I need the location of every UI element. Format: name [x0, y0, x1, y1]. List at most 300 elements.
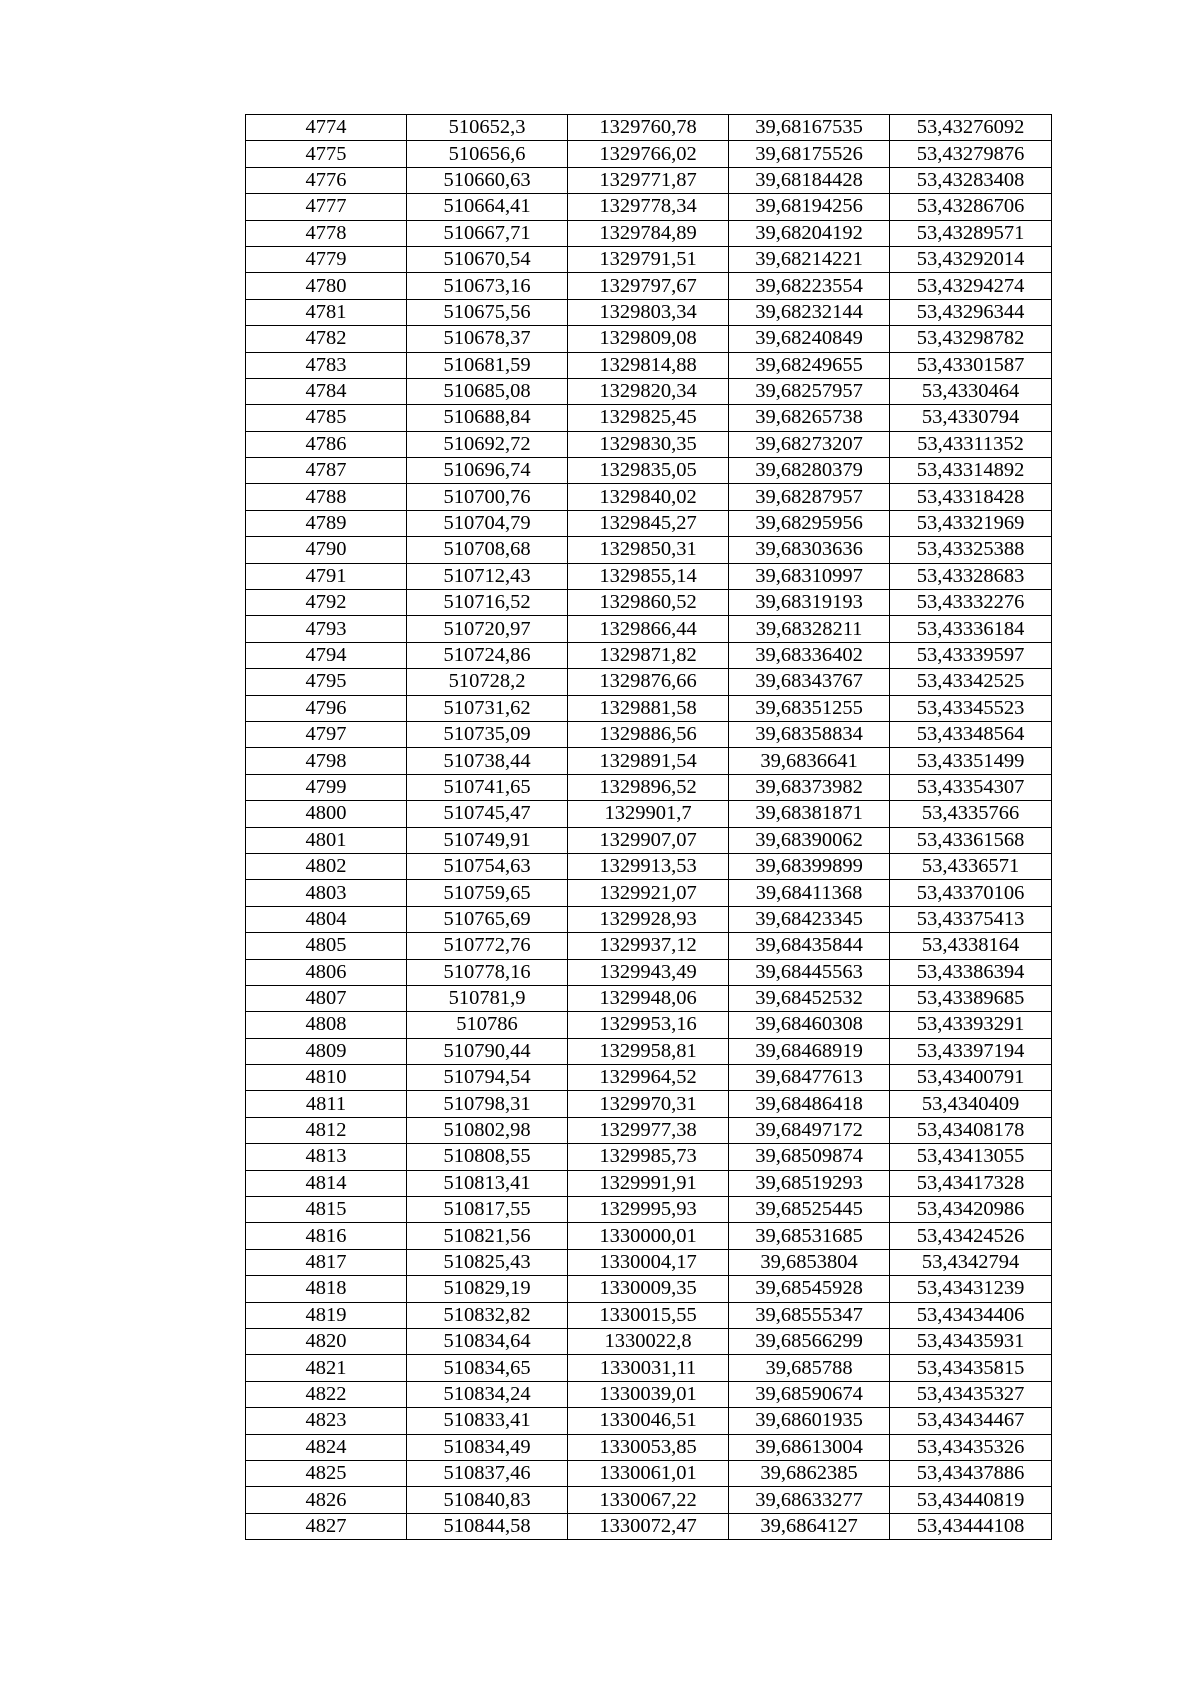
point-number-cell: 4792 — [246, 590, 407, 616]
longitude-cell: 39,68411368 — [729, 880, 890, 906]
point-number-cell: 4807 — [246, 985, 407, 1011]
latitude-cell: 53,43298782 — [890, 326, 1052, 352]
table-row — [246, 616, 1052, 642]
x-coordinate-cell: 510825,43 — [407, 1249, 568, 1275]
latitude-cell: 53,43332276 — [890, 590, 1052, 616]
longitude-cell: 39,68280379 — [729, 458, 890, 484]
latitude-cell: 53,4342794 — [890, 1249, 1052, 1275]
latitude-cell: 53,43400791 — [890, 1065, 1052, 1091]
table-row — [246, 141, 1052, 167]
point-number-cell: 4815 — [246, 1197, 407, 1223]
x-coordinate-cell: 510844,58 — [407, 1513, 568, 1539]
point-number-cell: 4802 — [246, 853, 407, 879]
x-coordinate-cell: 510834,24 — [407, 1381, 568, 1407]
x-coordinate-cell: 510652,3 — [407, 115, 568, 141]
latitude-cell: 53,43325388 — [890, 537, 1052, 563]
point-number-cell: 4800 — [246, 801, 407, 827]
longitude-cell: 39,6836641 — [729, 748, 890, 774]
point-number-cell: 4806 — [246, 959, 407, 985]
latitude-cell: 53,43339597 — [890, 642, 1052, 668]
point-number-cell: 4809 — [246, 1038, 407, 1064]
x-coordinate-cell: 510708,68 — [407, 537, 568, 563]
point-number-cell: 4826 — [246, 1487, 407, 1513]
point-number-cell: 4780 — [246, 273, 407, 299]
latitude-cell: 53,43389685 — [890, 985, 1052, 1011]
table-row — [246, 985, 1052, 1011]
y-coordinate-cell: 1329771,87 — [568, 167, 729, 193]
point-number-cell: 4790 — [246, 537, 407, 563]
point-number-cell: 4814 — [246, 1170, 407, 1196]
x-coordinate-cell: 510696,74 — [407, 458, 568, 484]
latitude-cell: 53,4336571 — [890, 853, 1052, 879]
table-row — [246, 1012, 1052, 1038]
x-coordinate-cell: 510741,65 — [407, 774, 568, 800]
latitude-cell: 53,43311352 — [890, 431, 1052, 457]
point-number-cell: 4794 — [246, 642, 407, 668]
x-coordinate-cell: 510781,9 — [407, 985, 568, 1011]
longitude-cell: 39,6864127 — [729, 1513, 890, 1539]
longitude-cell: 39,68336402 — [729, 642, 890, 668]
y-coordinate-cell: 1329948,06 — [568, 985, 729, 1011]
y-coordinate-cell: 1329953,16 — [568, 1012, 729, 1038]
longitude-cell: 39,68240849 — [729, 326, 890, 352]
point-number-cell: 4811 — [246, 1091, 407, 1117]
longitude-cell: 39,685788 — [729, 1355, 890, 1381]
latitude-cell: 53,43444108 — [890, 1513, 1052, 1539]
table-row — [246, 721, 1052, 747]
x-coordinate-cell: 510834,65 — [407, 1355, 568, 1381]
longitude-cell: 39,68303636 — [729, 537, 890, 563]
x-coordinate-cell: 510772,76 — [407, 933, 568, 959]
latitude-cell: 53,43301587 — [890, 352, 1052, 378]
latitude-cell: 53,43420986 — [890, 1197, 1052, 1223]
y-coordinate-cell: 1329760,78 — [568, 115, 729, 141]
y-coordinate-cell: 1329891,54 — [568, 748, 729, 774]
y-coordinate-cell: 1330004,17 — [568, 1249, 729, 1275]
point-number-cell: 4787 — [246, 458, 407, 484]
latitude-cell: 53,43321969 — [890, 510, 1052, 536]
y-coordinate-cell: 1330031,11 — [568, 1355, 729, 1381]
longitude-cell: 39,68613004 — [729, 1434, 890, 1460]
y-coordinate-cell: 1329913,53 — [568, 853, 729, 879]
longitude-cell: 39,68287957 — [729, 484, 890, 510]
latitude-cell: 53,4330464 — [890, 378, 1052, 404]
longitude-cell: 39,68509874 — [729, 1144, 890, 1170]
point-number-cell: 4801 — [246, 827, 407, 853]
table-row — [246, 1249, 1052, 1275]
x-coordinate-cell: 510821,56 — [407, 1223, 568, 1249]
x-coordinate-cell: 510673,16 — [407, 273, 568, 299]
point-number-cell: 4812 — [246, 1117, 407, 1143]
x-coordinate-cell: 510667,71 — [407, 220, 568, 246]
latitude-cell: 53,43386394 — [890, 959, 1052, 985]
table-row — [246, 194, 1052, 220]
point-number-cell: 4818 — [246, 1276, 407, 1302]
table-row — [246, 220, 1052, 246]
longitude-cell: 39,68497172 — [729, 1117, 890, 1143]
y-coordinate-cell: 1329921,07 — [568, 880, 729, 906]
latitude-cell: 53,43431239 — [890, 1276, 1052, 1302]
y-coordinate-cell: 1329977,38 — [568, 1117, 729, 1143]
longitude-cell: 39,68381871 — [729, 801, 890, 827]
y-coordinate-cell: 1329866,44 — [568, 616, 729, 642]
point-number-cell: 4777 — [246, 194, 407, 220]
y-coordinate-cell: 1329876,66 — [568, 669, 729, 695]
table-row — [246, 880, 1052, 906]
longitude-cell: 39,68167535 — [729, 115, 890, 141]
x-coordinate-cell: 510685,08 — [407, 378, 568, 404]
x-coordinate-cell: 510692,72 — [407, 431, 568, 457]
longitude-cell: 39,68343767 — [729, 669, 890, 695]
y-coordinate-cell: 1329970,31 — [568, 1091, 729, 1117]
x-coordinate-cell: 510700,76 — [407, 484, 568, 510]
table-row — [246, 1197, 1052, 1223]
x-coordinate-cell: 510778,16 — [407, 959, 568, 985]
point-number-cell: 4784 — [246, 378, 407, 404]
latitude-cell: 53,43434467 — [890, 1408, 1052, 1434]
table-row — [246, 273, 1052, 299]
point-number-cell: 4827 — [246, 1513, 407, 1539]
latitude-cell: 53,43276092 — [890, 115, 1052, 141]
table-row — [246, 853, 1052, 879]
longitude-cell: 39,68184428 — [729, 167, 890, 193]
x-coordinate-cell: 510832,82 — [407, 1302, 568, 1328]
longitude-cell: 39,68545928 — [729, 1276, 890, 1302]
point-number-cell: 4791 — [246, 563, 407, 589]
latitude-cell: 53,43286706 — [890, 194, 1052, 220]
x-coordinate-cell: 510840,83 — [407, 1487, 568, 1513]
point-number-cell: 4798 — [246, 748, 407, 774]
x-coordinate-cell: 510837,46 — [407, 1460, 568, 1486]
table-row — [246, 1091, 1052, 1117]
table-row — [246, 484, 1052, 510]
latitude-cell: 53,43289571 — [890, 220, 1052, 246]
x-coordinate-cell: 510754,63 — [407, 853, 568, 879]
latitude-cell: 53,43437886 — [890, 1460, 1052, 1486]
table-row — [246, 1144, 1052, 1170]
point-number-cell: 4821 — [246, 1355, 407, 1381]
latitude-cell: 53,43328683 — [890, 563, 1052, 589]
point-number-cell: 4774 — [246, 115, 407, 141]
coordinates-table — [245, 114, 1052, 1540]
point-number-cell: 4795 — [246, 669, 407, 695]
y-coordinate-cell: 1329855,14 — [568, 563, 729, 589]
point-number-cell: 4793 — [246, 616, 407, 642]
longitude-cell: 39,68531685 — [729, 1223, 890, 1249]
y-coordinate-cell: 1329991,91 — [568, 1170, 729, 1196]
latitude-cell: 53,43417328 — [890, 1170, 1052, 1196]
latitude-cell: 53,43370106 — [890, 880, 1052, 906]
longitude-cell: 39,68468919 — [729, 1038, 890, 1064]
point-number-cell: 4805 — [246, 933, 407, 959]
y-coordinate-cell: 1329907,07 — [568, 827, 729, 853]
latitude-cell: 53,43314892 — [890, 458, 1052, 484]
latitude-cell: 53,43435326 — [890, 1434, 1052, 1460]
table-row — [246, 748, 1052, 774]
x-coordinate-cell: 510833,41 — [407, 1408, 568, 1434]
x-coordinate-cell: 510735,09 — [407, 721, 568, 747]
table-row — [246, 1434, 1052, 1460]
longitude-cell: 39,68633277 — [729, 1487, 890, 1513]
point-number-cell: 4817 — [246, 1249, 407, 1275]
longitude-cell: 39,68460308 — [729, 1012, 890, 1038]
table-row — [246, 695, 1052, 721]
longitude-cell: 39,68319193 — [729, 590, 890, 616]
longitude-cell: 39,68519293 — [729, 1170, 890, 1196]
latitude-cell: 53,43279876 — [890, 141, 1052, 167]
y-coordinate-cell: 1329784,89 — [568, 220, 729, 246]
latitude-cell: 53,4330794 — [890, 405, 1052, 431]
latitude-cell: 53,43348564 — [890, 721, 1052, 747]
y-coordinate-cell: 1329896,52 — [568, 774, 729, 800]
longitude-cell: 39,68351255 — [729, 695, 890, 721]
table-row — [246, 590, 1052, 616]
longitude-cell: 39,68232144 — [729, 299, 890, 325]
table-row — [246, 246, 1052, 272]
latitude-cell: 53,43351499 — [890, 748, 1052, 774]
latitude-cell: 53,43393291 — [890, 1012, 1052, 1038]
table-row — [246, 1302, 1052, 1328]
y-coordinate-cell: 1329964,52 — [568, 1065, 729, 1091]
latitude-cell: 53,43397194 — [890, 1038, 1052, 1064]
longitude-cell: 39,68223554 — [729, 273, 890, 299]
table-row — [246, 537, 1052, 563]
y-coordinate-cell: 1329901,7 — [568, 801, 729, 827]
table-row — [246, 1513, 1052, 1539]
point-number-cell: 4775 — [246, 141, 407, 167]
table-row — [246, 378, 1052, 404]
table-row — [246, 827, 1052, 853]
x-coordinate-cell: 510834,64 — [407, 1328, 568, 1354]
x-coordinate-cell: 510813,41 — [407, 1170, 568, 1196]
x-coordinate-cell: 510656,6 — [407, 141, 568, 167]
table-row — [246, 458, 1052, 484]
longitude-cell: 39,68590674 — [729, 1381, 890, 1407]
x-coordinate-cell: 510790,44 — [407, 1038, 568, 1064]
longitude-cell: 39,68601935 — [729, 1408, 890, 1434]
y-coordinate-cell: 1329840,02 — [568, 484, 729, 510]
y-coordinate-cell: 1329814,88 — [568, 352, 729, 378]
table-row — [246, 405, 1052, 431]
table-row — [246, 1223, 1052, 1249]
longitude-cell: 39,68399899 — [729, 853, 890, 879]
longitude-cell: 39,68555347 — [729, 1302, 890, 1328]
y-coordinate-cell: 1330067,22 — [568, 1487, 729, 1513]
longitude-cell: 39,6862385 — [729, 1460, 890, 1486]
point-number-cell: 4785 — [246, 405, 407, 431]
point-number-cell: 4823 — [246, 1408, 407, 1434]
x-coordinate-cell: 510728,2 — [407, 669, 568, 695]
longitude-cell: 39,68423345 — [729, 906, 890, 932]
longitude-cell: 39,68435844 — [729, 933, 890, 959]
x-coordinate-cell: 510745,47 — [407, 801, 568, 827]
longitude-cell: 39,68295956 — [729, 510, 890, 536]
latitude-cell: 53,4335766 — [890, 801, 1052, 827]
y-coordinate-cell: 1329809,08 — [568, 326, 729, 352]
x-coordinate-cell: 510724,86 — [407, 642, 568, 668]
y-coordinate-cell: 1329886,56 — [568, 721, 729, 747]
point-number-cell: 4803 — [246, 880, 407, 906]
x-coordinate-cell: 510704,79 — [407, 510, 568, 536]
point-number-cell: 4819 — [246, 1302, 407, 1328]
table-row — [246, 431, 1052, 457]
y-coordinate-cell: 1330022,8 — [568, 1328, 729, 1354]
x-coordinate-cell: 510786 — [407, 1012, 568, 1038]
longitude-cell: 39,68249655 — [729, 352, 890, 378]
x-coordinate-cell: 510688,84 — [407, 405, 568, 431]
point-number-cell: 4808 — [246, 1012, 407, 1038]
table-row — [246, 299, 1052, 325]
latitude-cell: 53,43294274 — [890, 273, 1052, 299]
latitude-cell: 53,43336184 — [890, 616, 1052, 642]
latitude-cell: 53,4340409 — [890, 1091, 1052, 1117]
y-coordinate-cell: 1329850,31 — [568, 537, 729, 563]
longitude-cell: 39,68310997 — [729, 563, 890, 589]
table-row — [246, 1276, 1052, 1302]
table-row — [246, 959, 1052, 985]
x-coordinate-cell: 510664,41 — [407, 194, 568, 220]
table-row — [246, 933, 1052, 959]
table-row — [246, 1117, 1052, 1143]
x-coordinate-cell: 510834,49 — [407, 1434, 568, 1460]
table-row — [246, 906, 1052, 932]
y-coordinate-cell: 1329860,52 — [568, 590, 729, 616]
y-coordinate-cell: 1329881,58 — [568, 695, 729, 721]
point-number-cell: 4804 — [246, 906, 407, 932]
table-row — [246, 326, 1052, 352]
y-coordinate-cell: 1330009,35 — [568, 1276, 729, 1302]
latitude-cell: 53,43361568 — [890, 827, 1052, 853]
latitude-cell: 53,43345523 — [890, 695, 1052, 721]
point-number-cell: 4797 — [246, 721, 407, 747]
point-number-cell: 4783 — [246, 352, 407, 378]
y-coordinate-cell: 1329791,51 — [568, 246, 729, 272]
coordinates-table-body — [246, 115, 1052, 1540]
y-coordinate-cell: 1329835,05 — [568, 458, 729, 484]
latitude-cell: 53,43283408 — [890, 167, 1052, 193]
longitude-cell: 39,68273207 — [729, 431, 890, 457]
x-coordinate-cell: 510829,19 — [407, 1276, 568, 1302]
longitude-cell: 39,68445563 — [729, 959, 890, 985]
table-row — [246, 1355, 1052, 1381]
longitude-cell: 39,68486418 — [729, 1091, 890, 1117]
y-coordinate-cell: 1330015,55 — [568, 1302, 729, 1328]
table-row — [246, 1381, 1052, 1407]
y-coordinate-cell: 1329830,35 — [568, 431, 729, 457]
y-coordinate-cell: 1329943,49 — [568, 959, 729, 985]
latitude-cell: 53,43413055 — [890, 1144, 1052, 1170]
table-row — [246, 563, 1052, 589]
y-coordinate-cell: 1329995,93 — [568, 1197, 729, 1223]
latitude-cell: 53,43318428 — [890, 484, 1052, 510]
x-coordinate-cell: 510720,97 — [407, 616, 568, 642]
latitude-cell: 53,43435815 — [890, 1355, 1052, 1381]
point-number-cell: 4788 — [246, 484, 407, 510]
longitude-cell: 39,68204192 — [729, 220, 890, 246]
latitude-cell: 53,43354307 — [890, 774, 1052, 800]
point-number-cell: 4824 — [246, 1434, 407, 1460]
longitude-cell: 39,68194256 — [729, 194, 890, 220]
longitude-cell: 39,68175526 — [729, 141, 890, 167]
y-coordinate-cell: 1330039,01 — [568, 1381, 729, 1407]
table-row — [246, 1170, 1052, 1196]
y-coordinate-cell: 1329803,34 — [568, 299, 729, 325]
x-coordinate-cell: 510759,65 — [407, 880, 568, 906]
x-coordinate-cell: 510712,43 — [407, 563, 568, 589]
longitude-cell: 39,68257957 — [729, 378, 890, 404]
table-row — [246, 1038, 1052, 1064]
table-row — [246, 669, 1052, 695]
point-number-cell: 4816 — [246, 1223, 407, 1249]
x-coordinate-cell: 510798,31 — [407, 1091, 568, 1117]
y-coordinate-cell: 1329778,34 — [568, 194, 729, 220]
latitude-cell: 53,43424526 — [890, 1223, 1052, 1249]
point-number-cell: 4778 — [246, 220, 407, 246]
x-coordinate-cell: 510817,55 — [407, 1197, 568, 1223]
point-number-cell: 4810 — [246, 1065, 407, 1091]
table-row — [246, 510, 1052, 536]
point-number-cell: 4789 — [246, 510, 407, 536]
table-row — [246, 115, 1052, 141]
longitude-cell: 39,68566299 — [729, 1328, 890, 1354]
y-coordinate-cell: 1330046,51 — [568, 1408, 729, 1434]
point-number-cell: 4820 — [246, 1328, 407, 1354]
x-coordinate-cell: 510716,52 — [407, 590, 568, 616]
point-number-cell: 4813 — [246, 1144, 407, 1170]
table-row — [246, 774, 1052, 800]
longitude-cell: 39,68373982 — [729, 774, 890, 800]
y-coordinate-cell: 1329985,73 — [568, 1144, 729, 1170]
y-coordinate-cell: 1329797,67 — [568, 273, 729, 299]
x-coordinate-cell: 510675,56 — [407, 299, 568, 325]
longitude-cell: 39,68358834 — [729, 721, 890, 747]
y-coordinate-cell: 1329766,02 — [568, 141, 729, 167]
table-row — [246, 1065, 1052, 1091]
point-number-cell: 4822 — [246, 1381, 407, 1407]
longitude-cell: 39,68328211 — [729, 616, 890, 642]
point-number-cell: 4776 — [246, 167, 407, 193]
table-row — [246, 1408, 1052, 1434]
longitude-cell: 39,6853804 — [729, 1249, 890, 1275]
y-coordinate-cell: 1330053,85 — [568, 1434, 729, 1460]
latitude-cell: 53,4338164 — [890, 933, 1052, 959]
x-coordinate-cell: 510660,63 — [407, 167, 568, 193]
y-coordinate-cell: 1329845,27 — [568, 510, 729, 536]
table-row — [246, 642, 1052, 668]
table-row — [246, 801, 1052, 827]
y-coordinate-cell: 1329820,34 — [568, 378, 729, 404]
table-row — [246, 1328, 1052, 1354]
latitude-cell: 53,43440819 — [890, 1487, 1052, 1513]
x-coordinate-cell: 510808,55 — [407, 1144, 568, 1170]
x-coordinate-cell: 510670,54 — [407, 246, 568, 272]
latitude-cell: 53,43292014 — [890, 246, 1052, 272]
table-row — [246, 1487, 1052, 1513]
x-coordinate-cell: 510802,98 — [407, 1117, 568, 1143]
longitude-cell: 39,68525445 — [729, 1197, 890, 1223]
x-coordinate-cell: 510738,44 — [407, 748, 568, 774]
y-coordinate-cell: 1329871,82 — [568, 642, 729, 668]
x-coordinate-cell: 510731,62 — [407, 695, 568, 721]
longitude-cell: 39,68477613 — [729, 1065, 890, 1091]
y-coordinate-cell: 1329958,81 — [568, 1038, 729, 1064]
point-number-cell: 4796 — [246, 695, 407, 721]
y-coordinate-cell: 1329937,12 — [568, 933, 729, 959]
point-number-cell: 4825 — [246, 1460, 407, 1486]
latitude-cell: 53,43296344 — [890, 299, 1052, 325]
y-coordinate-cell: 1330000,01 — [568, 1223, 729, 1249]
y-coordinate-cell: 1330061,01 — [568, 1460, 729, 1486]
